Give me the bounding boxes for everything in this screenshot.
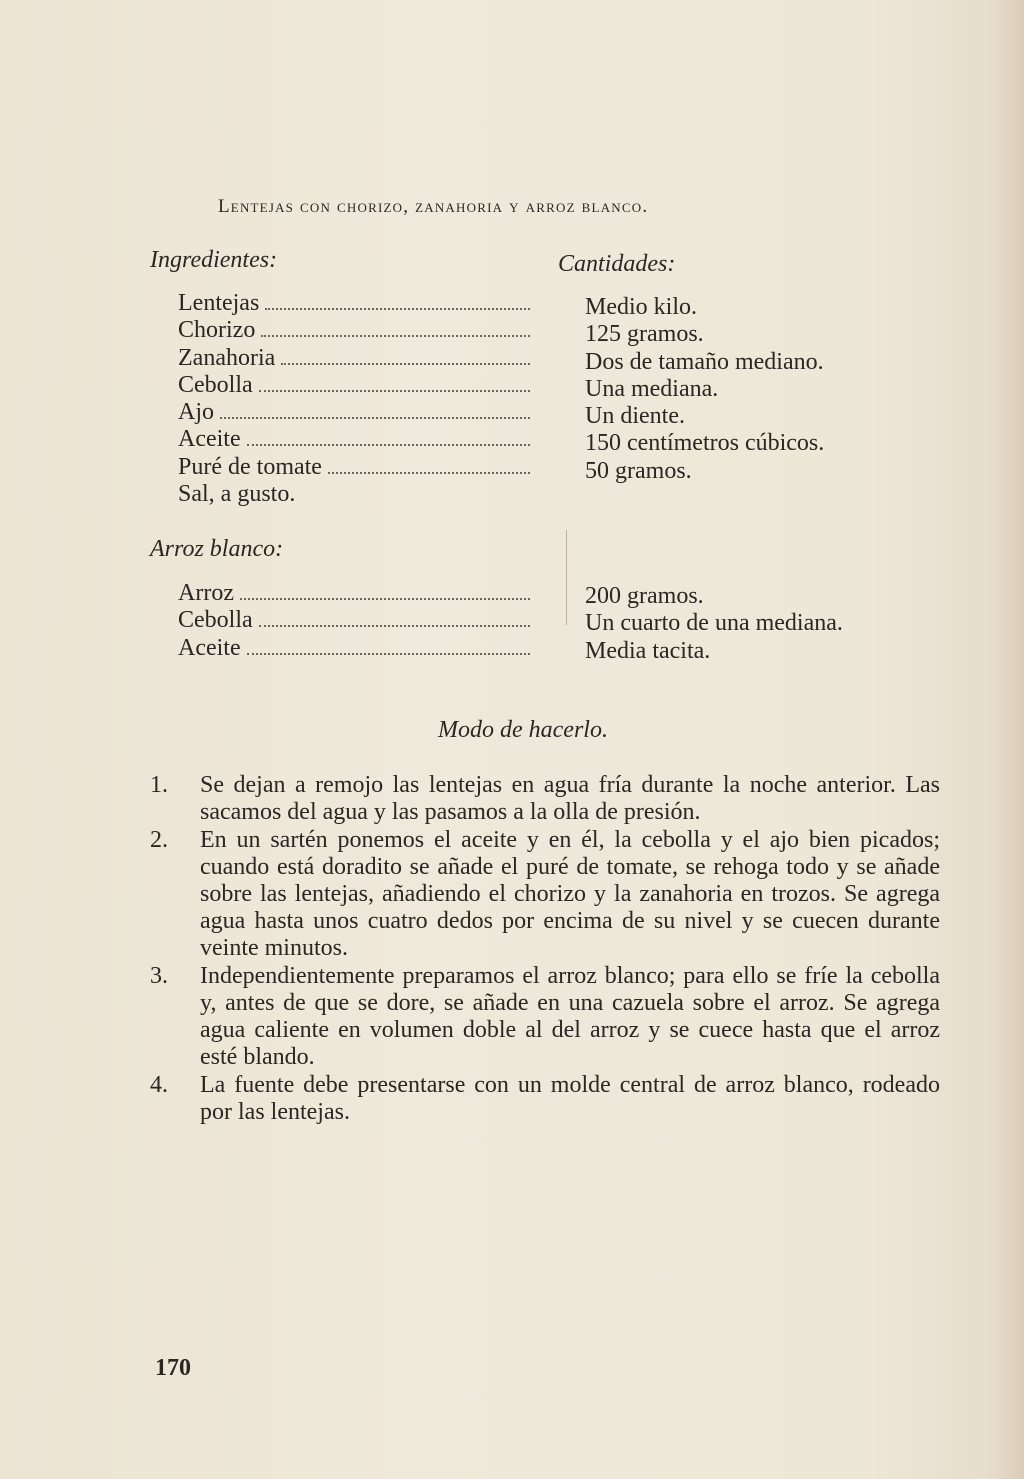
quantity-value: 50 gramos. (585, 457, 692, 484)
ingredient-row (178, 372, 530, 399)
step-text: En un sartén ponemos el aceite y en él, la cebolla y el ajo bien picados; cuando está doradito se añade el puré de tomate, se rehoga todo y se añade sobre las lentejas, añadiendo el chorizo y la zanahoria en trozos. Se agrega agua hasta unos cuatro dedos por encima de su nivel y se cuecen durante veinte minutos. (200, 827, 940, 961)
quantity-value: 200 gramos. (585, 583, 704, 609)
step-number: 3. (150, 963, 168, 989)
ingredient-row (178, 399, 530, 426)
step-text: La fuente debe presentarse con un molde central de arroz blanco, rodeado por las lentejas. (200, 1072, 940, 1125)
quantity-value: 125 gramos. (585, 321, 704, 348)
quantity-value: 150 centímetros cúbicos. (585, 430, 825, 457)
ingredient-name: Aceite (178, 634, 241, 661)
ingredient-name: Arroz (178, 580, 234, 606)
ingredient-name: Aceite (178, 426, 241, 453)
leader-dots (247, 444, 530, 446)
method-steps (150, 772, 940, 1127)
ingredient-row (178, 635, 530, 662)
ingredient-name: Cebolla (178, 607, 253, 634)
ingredient-name: Ajo (178, 399, 214, 426)
ingredient-row (178, 481, 530, 508)
ingredient-row (178, 345, 530, 372)
quantities-list (585, 294, 824, 485)
quantity-value: Dos de tamaño mediano. (585, 348, 824, 375)
ingredient-row (178, 580, 530, 607)
step-number: 4. (150, 1072, 168, 1098)
step-item (150, 1072, 940, 1126)
ingredient-name: Cebolla (178, 371, 253, 398)
quantities-heading: Cantidades: (558, 251, 676, 277)
step-number: 1. (150, 772, 168, 798)
page-number: 170 (155, 1355, 191, 1381)
ingredient-name: Zanahoria (178, 344, 276, 371)
leader-dots (240, 598, 530, 600)
quantity-value: Medio kilo. (585, 294, 697, 320)
quantity-value: Un diente. (585, 403, 685, 430)
ingredient-row (178, 290, 530, 317)
quantity-value: Media tacita. (585, 637, 711, 664)
step-item (150, 963, 940, 1071)
quantity-value: Una mediana. (585, 375, 719, 402)
rice-heading: Arroz blanco: (150, 536, 284, 562)
leader-dots (247, 653, 530, 655)
rice-quantities-list (585, 583, 843, 665)
leader-dots (281, 363, 530, 365)
step-number: 2. (150, 827, 168, 853)
ingredient-row (178, 454, 530, 481)
leader-dots (261, 335, 530, 337)
ingredient-name: Puré de tomate (178, 453, 322, 480)
quantity-value: Un cuarto de una mediana. (585, 610, 843, 637)
ingredient-name: Lentejas (178, 290, 260, 316)
leader-dots (265, 308, 530, 310)
paper-mark (566, 530, 567, 625)
step-item (150, 772, 940, 826)
ingredient-row (178, 607, 530, 634)
leader-dots (220, 417, 530, 419)
ingredient-row (178, 426, 530, 453)
step-text: Se dejan a remojo las lentejas en agua fría durante la noche anterior. Las sacamos del agua y las pasamos a la olla de presión. (200, 772, 940, 825)
method-heading: Modo de hacerlo. (438, 717, 608, 743)
ingredient-row (178, 317, 530, 344)
step-text: Independientemente preparamos el arroz blanco; para ello se fríe la cebolla y, antes de que se dore, se añade en una cazuela sobre el arroz. Se agrega agua caliente en volumen doble al del arroz y se cuece hasta que el arroz esté blando. (200, 963, 940, 1070)
step-item (150, 827, 940, 962)
leader-dots (259, 390, 530, 392)
rice-ingredients-list (178, 580, 530, 662)
leader-dots (328, 472, 530, 474)
recipe-title: Lentejas con chorizo, zanahoria y arroz blanco. (218, 196, 649, 217)
ingredient-name: Sal, a gusto. (178, 481, 296, 508)
ingredients-list (178, 290, 530, 508)
ingredient-name: Chorizo (178, 317, 256, 344)
ingredients-heading: Ingredientes: (150, 247, 278, 273)
leader-dots (259, 625, 530, 627)
